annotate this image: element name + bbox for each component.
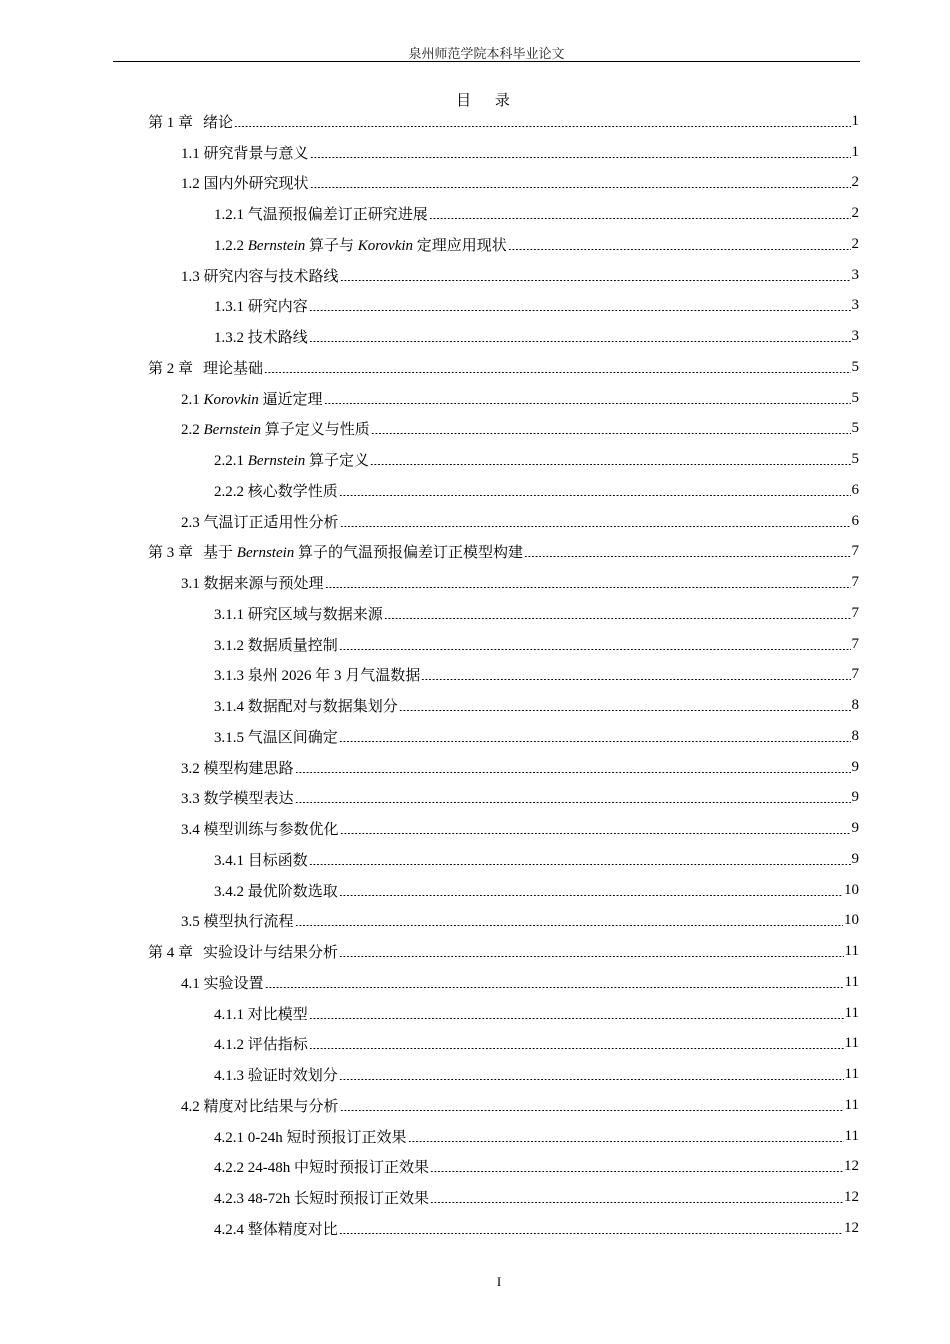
- page-number: I: [496, 1274, 502, 1289]
- toc-page-number: 7: [851, 543, 859, 560]
- toc-page-number: 6: [851, 481, 859, 498]
- toc-entry-title: 3.1.3 泉州 2026 年 3 月气温数据: [214, 668, 421, 685]
- toc-entry-title: 3.2 模型构建思路: [181, 760, 294, 777]
- toc-entry[interactable]: [181, 383, 859, 414]
- toc-entry[interactable]: [214, 1029, 859, 1060]
- header-rule: [113, 61, 860, 62]
- toc-entry[interactable]: [181, 813, 859, 844]
- toc-page-number: 3: [851, 297, 859, 314]
- toc-page-number: 8: [851, 697, 859, 714]
- toc-page-number: 9: [851, 820, 859, 837]
- toc-page-number: 12: [844, 1219, 859, 1236]
- dot-leader: [295, 802, 851, 803]
- toc-entry[interactable]: [214, 291, 859, 322]
- toc-entry-title: 第 1 章 绪论: [148, 114, 234, 131]
- dot-leader: [339, 956, 844, 957]
- dot-leader: [340, 1110, 844, 1111]
- toc-page-number: 8: [851, 727, 859, 744]
- toc-entry[interactable]: [148, 352, 859, 383]
- toc-entry[interactable]: [214, 998, 859, 1029]
- toc-entry-title: 3.1.4 数据配对与数据集划分: [214, 699, 398, 716]
- toc-entry-title: 2.2 Bernstein 算子定义与性质: [181, 422, 370, 439]
- toc-entry[interactable]: [181, 752, 859, 783]
- toc-page-number: 7: [851, 604, 859, 621]
- dot-leader: [309, 1018, 844, 1019]
- dot-leader: [310, 157, 851, 158]
- toc-entry-title: 4.2 精度对比结果与分析: [181, 1098, 339, 1115]
- toc-entry[interactable]: [214, 444, 859, 475]
- toc-entry-title: 4.2.4 整体精度对比: [214, 1221, 338, 1238]
- toc-entry-title: 1.3.2 技术路线: [214, 330, 308, 347]
- dot-leader: [408, 1141, 844, 1142]
- dot-leader: [340, 833, 851, 834]
- toc-entry[interactable]: [214, 875, 859, 906]
- toc-entry[interactable]: [214, 629, 859, 660]
- toc-entry-title: 3.1.1 研究区域与数据来源: [214, 606, 383, 623]
- toc-entry[interactable]: [214, 198, 859, 229]
- toc-entry[interactable]: [181, 906, 859, 937]
- toc-entry-title: 3.3 数学模型表达: [181, 791, 294, 808]
- toc-entry-title: 1.3 研究内容与技术路线: [181, 268, 339, 285]
- dot-leader: [430, 1202, 843, 1203]
- toc-page-number: 2: [851, 235, 859, 252]
- toc-entry[interactable]: [214, 844, 859, 875]
- toc-entry[interactable]: [214, 1182, 859, 1213]
- toc-page-number: 6: [851, 512, 859, 529]
- toc-entry[interactable]: [181, 783, 859, 814]
- dot-leader: [399, 710, 851, 711]
- toc-entry-title: 2.1 Korovkin 逼近定理: [181, 391, 323, 408]
- toc-page-number: 1: [851, 143, 859, 160]
- dot-leader: [325, 587, 851, 588]
- toc-entry[interactable]: [214, 1121, 859, 1152]
- toc-page-number: 5: [851, 451, 859, 468]
- toc-entry-title: 3.5 模型执行流程: [181, 914, 294, 931]
- dot-leader: [340, 280, 851, 281]
- toc-page-number: 2: [851, 174, 859, 191]
- toc-page-number: 5: [851, 389, 859, 406]
- toc-entry[interactable]: [214, 321, 859, 352]
- dot-leader: [339, 1079, 844, 1080]
- dot-leader: [295, 925, 843, 926]
- toc-page-number: 9: [851, 789, 859, 806]
- toc-entry[interactable]: [214, 229, 859, 260]
- toc-entry-title: 第 2 章 理论基础: [148, 360, 264, 377]
- dot-leader: [340, 526, 851, 527]
- toc-page-number: 1: [851, 112, 859, 129]
- toc-entry[interactable]: [148, 537, 859, 568]
- dot-leader: [234, 126, 850, 127]
- dot-leader: [370, 464, 850, 465]
- toc-entry[interactable]: [181, 137, 859, 168]
- toc-page-number: 2: [851, 205, 859, 222]
- dot-leader: [339, 649, 851, 650]
- toc-page-number: 3: [851, 328, 859, 345]
- toc-entry[interactable]: [148, 106, 859, 137]
- dot-leader: [339, 741, 851, 742]
- toc-page-number: 7: [851, 666, 859, 683]
- toc-page-number: 11: [844, 1004, 859, 1021]
- toc-page-number: 3: [851, 266, 859, 283]
- toc-entry-title: 4.1.1 对比模型: [214, 1006, 308, 1023]
- toc-page-number: 5: [851, 420, 859, 437]
- dot-leader: [309, 310, 851, 311]
- dot-leader: [264, 372, 850, 373]
- toc-entry-title: 3.1.2 数据质量控制: [214, 637, 338, 654]
- toc-entry[interactable]: [214, 1152, 859, 1183]
- dot-leader: [524, 556, 850, 557]
- dot-leader: [295, 772, 851, 773]
- toc-entry[interactable]: [181, 967, 859, 998]
- toc-entry[interactable]: [181, 168, 859, 199]
- dot-leader: [430, 1171, 843, 1172]
- toc-page-number: 5: [851, 358, 859, 375]
- toc-entry-title: 4.2.3 48-72h 长短时预报订正效果: [214, 1191, 429, 1208]
- dot-leader: [309, 341, 851, 342]
- dot-leader: [309, 1048, 844, 1049]
- toc-entry[interactable]: [181, 414, 859, 445]
- toc-entry-title: 3.4.1 目标函数: [214, 852, 308, 869]
- toc-entry[interactable]: [181, 1090, 859, 1121]
- toc-page-number: 11: [844, 973, 859, 990]
- toc-entry[interactable]: [214, 475, 859, 506]
- toc-title: 目 录: [456, 93, 520, 109]
- toc-entry[interactable]: [214, 690, 859, 721]
- toc-entry-title: 3.4.2 最优阶数选取: [214, 883, 338, 900]
- toc-entry-title: 3.1.5 气温区间确定: [214, 729, 338, 746]
- toc-entry-title: 3.4 模型训练与参数优化: [181, 822, 339, 839]
- dot-leader: [371, 433, 851, 434]
- dot-leader: [324, 403, 851, 404]
- dot-leader: [421, 679, 850, 680]
- dot-leader: [339, 1233, 843, 1234]
- toc-entry-title: 2.3 气温订正适用性分析: [181, 514, 339, 531]
- toc-page-number: 11: [844, 1035, 859, 1052]
- toc-page-number: 7: [851, 635, 859, 652]
- toc-entry-title: 4.1.2 评估指标: [214, 1037, 308, 1054]
- toc-entry-title: 1.2.2 Bernstein 算子与 Korovkin 定理应用现状: [214, 237, 507, 254]
- dot-leader: [339, 895, 843, 896]
- toc-entry-title: 1.2 国内外研究现状: [181, 176, 309, 193]
- toc-page-number: 11: [844, 1066, 859, 1083]
- toc-page-number: 11: [844, 943, 859, 960]
- toc-entry-title: 3.1 数据来源与预处理: [181, 576, 324, 593]
- toc-entry[interactable]: [148, 936, 859, 967]
- toc-page-number: 7: [851, 574, 859, 591]
- dot-leader: [429, 218, 851, 219]
- toc-entry-title: 第 4 章 实验设计与结果分析: [148, 945, 339, 962]
- toc-entry-title: 1.3.1 研究内容: [214, 299, 308, 316]
- toc-entry[interactable]: [214, 598, 859, 629]
- toc-entry-title: 第 3 章 基于 Bernstein 算子的气温预报偏差订正模型构建: [148, 545, 524, 562]
- toc-entry[interactable]: [181, 567, 859, 598]
- dot-leader: [309, 864, 851, 865]
- toc-page-number: 11: [844, 1127, 859, 1144]
- toc-entry[interactable]: [214, 660, 859, 691]
- toc-entry-title: 1.1 研究背景与意义: [181, 145, 309, 162]
- toc-entry[interactable]: [214, 1213, 859, 1244]
- toc-entry-title: 4.2.1 0-24h 短时预报订正效果: [214, 1129, 407, 1146]
- toc-page-number: 10: [844, 912, 859, 929]
- dot-leader: [508, 249, 851, 250]
- toc-entry-title: 4.1 实验设置: [181, 975, 264, 992]
- toc-entry-title: 2.2.2 核心数学性质: [214, 483, 338, 500]
- dot-leader: [265, 987, 844, 988]
- toc-entry-title: 4.1.3 验证时效划分: [214, 1068, 338, 1085]
- toc-entry[interactable]: [214, 1059, 859, 1090]
- dot-leader: [339, 495, 851, 496]
- toc-page-number: 11: [844, 1096, 859, 1113]
- toc-entry-title: 4.2.2 24-48h 中短时预报订正效果: [214, 1160, 429, 1177]
- toc-entry[interactable]: [214, 721, 859, 752]
- toc-entry[interactable]: [181, 260, 859, 291]
- dot-leader: [384, 618, 851, 619]
- toc-entry-title: 2.2.1 Bernstein 算子定义: [214, 453, 370, 470]
- toc-page-number: 9: [851, 758, 859, 775]
- toc-entry[interactable]: [181, 506, 859, 537]
- toc-page-number: 9: [851, 850, 859, 867]
- dot-leader: [310, 187, 851, 188]
- toc-page-number: 12: [844, 1158, 859, 1175]
- toc-page-number: 12: [844, 1189, 859, 1206]
- toc-page-number: 10: [844, 881, 859, 898]
- toc-entry-title: 1.2.1 气温预报偏差订正研究进展: [214, 207, 428, 224]
- running-header: 泉州师范学院本科毕业论文: [408, 46, 565, 61]
